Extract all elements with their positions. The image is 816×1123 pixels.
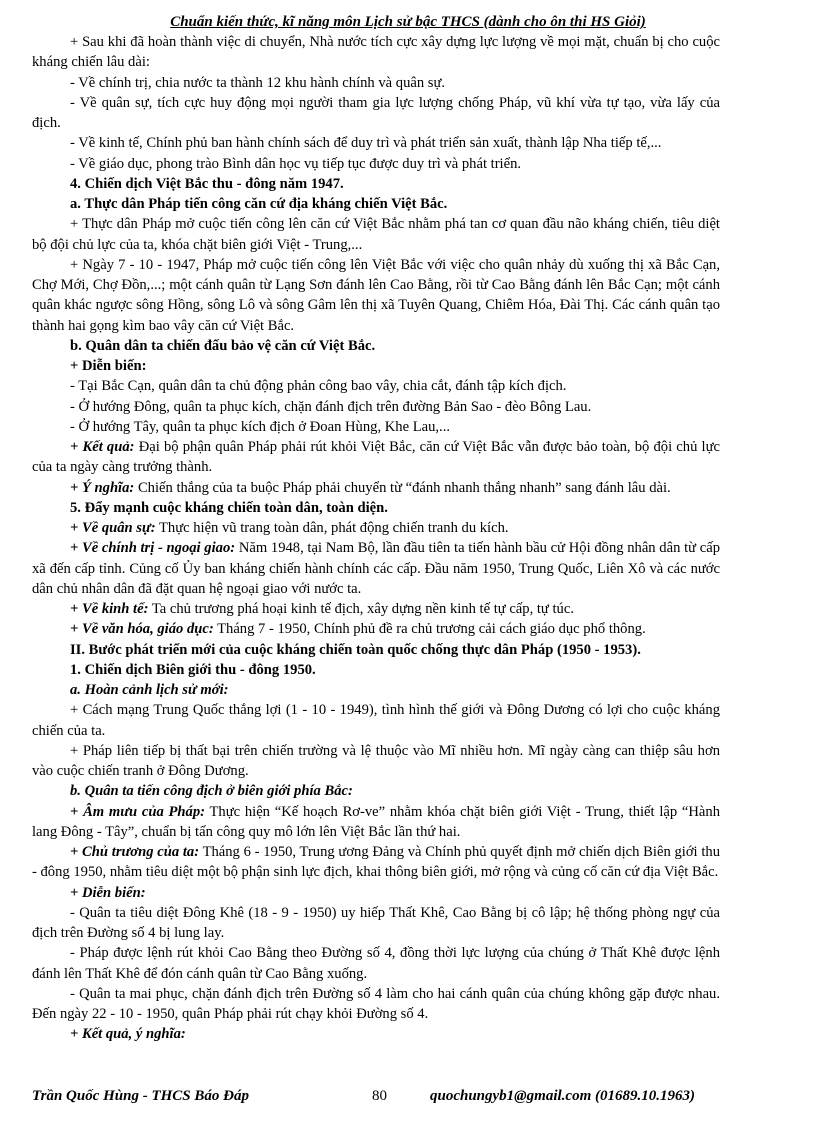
paragraph-text: Ta chủ trương phá hoại kinh tế địch, xây dựng nền kinh tế tự cấp, tự túc. (151, 601, 574, 617)
label-heading: + Diễn biến: (70, 884, 146, 901)
paragraph: - Tại Bắc Cạn, quân dân ta chủ động phản công bao vây, chia cắt, đánh tập kích địch. (70, 378, 567, 395)
paragraph (32, 437, 720, 478)
paragraph (32, 518, 720, 538)
van-hoa-label: + Về văn hóa, giáo dục: (70, 621, 214, 638)
paragraph: - Ở hướng Tây, quân ta phục kích địch ở Đoan Hùng, Khe Lau,... (70, 418, 450, 435)
paragraph: + Ngày 7 - 10 - 1947, Pháp mở cuộc tiến công lên Việt Bắc với việc cho quân nhảy dù xuống thị xã Bắc Cạn, Chợ Mới, Chợ Đồn,...; một cánh quân từ Lạng Sơn đánh lên Cao Bằng, rồi từ Cao Bằng đánh lên Bắc Cạn; một cánh quân khác ngược sông Hồng, sông Lô và sông Gâm lên thị xã Tuyên Quang, Chiêm Hóa, Đài Thị. Các cánh quân tạo thành hai gọng kìm bao vây căn cứ Việt Bắc. (32, 256, 720, 334)
label-heading: + Diễn biến: (70, 358, 147, 374)
kinh-te-label: + Về kinh tế: (70, 601, 149, 617)
subsection-heading: a. Hoàn cảnh lịch sử mới: (70, 682, 229, 698)
paragraph (32, 478, 720, 498)
paragraph: - Về kinh tế, Chính phủ ban hành chính sách để duy trì và phát triển sản xuất, thành lập Nha tiếp tế,... (70, 135, 662, 152)
paragraph-text: Tháng 7 - 1950, Chính phủ đề ra chủ trương cải cách giáo dục phổ thông. (217, 621, 646, 638)
paragraph: - Ở hướng Đông, quân ta phục kích, chặn đánh địch trên đường Bản Sao - đèo Bông Lau. (70, 398, 592, 415)
paragraph (32, 802, 720, 843)
paragraph (32, 619, 720, 639)
quan-su-label: + Về quân sự: (70, 520, 156, 536)
section-heading: 1. Chiến dịch Biên giới thu - đông 1950. (70, 661, 316, 678)
paragraph-text: Năm 1948, tại Nam Bộ, lần đầu tiên ta tiến hành bầu cử Hội đồng nhân dân từ cấp xã đến cấp tỉnh. Củng cố Ủy ban kháng chiến hành chính các cấp. Đầu năm 1950, Trung Quốc, Liên Xô và các nước dân chủ nhân dân đã đặt quan hệ ngoại giao với nước ta. (32, 540, 720, 597)
paragraph: + Thực dân Pháp mở cuộc tiến công lên căn cứ Việt Bắc nhằm phá tan cơ quan đầu não kháng chiến, tiêu diệt bộ đội chủ lực của ta, khóa chặt biên giới Việt - Trung,... (32, 216, 720, 253)
chinh-tri-label: + Về chính trị - ngoại giao: (70, 540, 236, 557)
paragraph: - Quân ta tiêu diệt Đông Khê (18 - 9 - 1950) uy hiếp Thất Khê, Cao Bằng bị cô lập; hệ thống phòng ngự của địch trên Đường số 4 bị lung lay. (32, 904, 720, 941)
paragraph (32, 842, 720, 883)
footer-contact: quochungyb1@gmail.com (01689.10.1963) (430, 1088, 695, 1104)
paragraph-text: Tháng 6 - 1950, Trung ương Đảng và Chính phủ quyết định mở chiến dịch Biên giới thu - đông 1950, nhằm tiêu diệt một bộ phận sinh lực địch, khai thông biên giới, mở rộng và củng cố căn cứ địa Việt Bắc. (32, 844, 720, 881)
chapter-heading: II. Bước phát triển mới của cuộc kháng chiến toàn quốc chống thực dân Pháp (1950 - 1953). (70, 641, 641, 658)
paragraph: - Về chính trị, chia nước ta thành 12 khu hành chính và quân sự. (70, 74, 446, 91)
paragraph: + Sau khi đã hoàn thành việc di chuyển, Nhà nước tích cực xây dựng lực lượng về mọi mặt, chuẩn bị cho cuộc kháng chiến lâu dài: (32, 34, 720, 71)
paragraph: - Về giáo dục, phong trào Bình dân học vụ tiếp tục được duy trì và phát triển. (70, 155, 522, 172)
paragraph-text: Đại bộ phận quân Pháp phải rút khỏi Việt Bắc, căn cứ Việt Bắc vẫn được bảo toàn, bộ đội chủ lực của ta ngày càng trưởng thành. (32, 439, 721, 476)
paragraph-text: Thực hiện vũ trang toàn dân, phát động chiến tranh du kích. (158, 520, 509, 536)
page-number: 80 (372, 1088, 387, 1104)
ket-qua-label: + Kết quả: (70, 439, 135, 455)
chu-truong-label: + Chủ trương của ta: (70, 844, 200, 860)
paragraph (32, 599, 720, 619)
document-body (32, 32, 720, 1045)
paragraph: - Quân ta mai phục, chặn đánh địch trên Đường số 4 làm cho hai cánh quân của chúng không gặp được nhau. Đến ngày 22 - 10 - 1950, quân Pháp phải rút chạy khỏi Đường số 4. (32, 985, 720, 1022)
footer-author: Trần Quốc Hùng - THCS Báo Đáp (32, 1088, 249, 1104)
paragraph: - Pháp được lệnh rút khỏi Cao Bằng theo Đường số 4, đồng thời lực lượng của chúng ở Thất Khê được lệnh đánh lên Thất Khê để đón cánh quân từ Cao Bằng xuống. (32, 945, 720, 982)
y-nghia-label: + Ý nghĩa: (70, 479, 135, 496)
page-header: Chuẩn kiến thức, kĩ năng môn Lịch sử bậc THCS (dành cho ôn thi HS Giỏi) (170, 14, 646, 30)
subsection-heading: b. Quân dân ta chiến đấu bảo vệ căn cứ Việt Bắc. (70, 337, 376, 354)
paragraph: - Về quân sự, tích cực huy động mọi người tham gia lực lượng chống Pháp, vũ khí vừa tự tạo, vừa lấy của địch. (32, 94, 720, 131)
paragraph: + Cách mạng Trung Quốc thắng lợi (1 - 10 - 1949), tình hình thế giới và Đông Dương có lợi cho cuộc kháng chiến của ta. (32, 702, 720, 739)
paragraph (32, 538, 720, 599)
am-muu-label: + Âm mưu của Pháp: (70, 803, 205, 820)
paragraph-text: Chiến thắng của ta buộc Pháp phải chuyển từ “đánh nhanh thắng nhanh” sang đánh lâu dài. (137, 479, 671, 496)
subsection-heading: b. Quân ta tiến công địch ở biên giới phía Bắc: (70, 783, 353, 800)
paragraph-text: Thực hiện “Kế hoạch Rơ-ve” nhằm khóa chặt biên giới Việt - Trung, thiết lập “Hành lang Đông - Tây”, chuẩn bị tấn công quy mô lớn lên Việt Bắc lần thứ hai. (32, 803, 720, 840)
subsection-heading: a. Thực dân Pháp tiến công căn cứ địa kháng chiến Việt Bắc. (70, 196, 448, 212)
label-heading: + Kết quả, ý nghĩa: (70, 1026, 186, 1043)
paragraph: + Pháp liên tiếp bị thất bại trên chiến trường và lệ thuộc vào Mĩ nhiều hơn. Mĩ ngày càng can thiệp sâu hơn vào cuộc chiến tranh ở Đông Dương. (32, 742, 720, 779)
section-heading: 4. Chiến dịch Việt Bắc thu - đông năm 1947. (70, 175, 344, 192)
section-heading: 5. Đẩy mạnh cuộc kháng chiến toàn dân, toàn diện. (70, 499, 388, 516)
